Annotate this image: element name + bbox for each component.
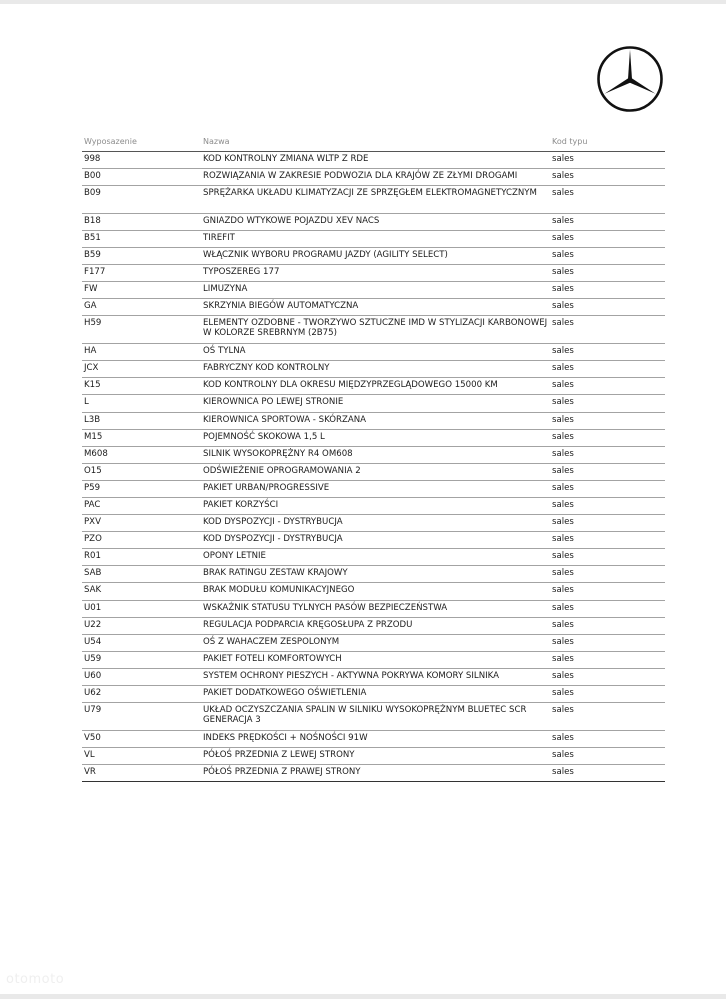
row-name: BRAK RATINGU ZESTAW KRAJOWY [203, 568, 348, 579]
row-type: sales [552, 636, 574, 647]
row-name: KOD DYSPOZYCJI - DYSTRYBUCJA [203, 517, 343, 528]
table-row [82, 532, 665, 549]
table-row [82, 152, 665, 169]
row-type: sales [552, 171, 574, 182]
table-row [82, 361, 665, 378]
row-type: sales [552, 465, 574, 476]
row-name: TIREFIT [203, 232, 235, 243]
row-code: HA [84, 346, 97, 357]
watermark: otomoto [6, 972, 65, 987]
row-code: R01 [84, 551, 101, 562]
row-type: sales [552, 250, 574, 261]
row-name: KIEROWNICA PO LEWEJ STRONIE [203, 397, 344, 408]
row-type: sales [552, 568, 574, 579]
table-row [82, 186, 665, 214]
row-code: PXV [84, 517, 101, 528]
table-row [82, 169, 665, 186]
row-type: sales [552, 732, 574, 743]
row-name: PAKIET URBAN/PROGRESSIVE [203, 482, 330, 493]
row-name: INDEKS PRĘDKOŚCI + NOŚNOŚCI 91W [203, 732, 368, 743]
row-type: sales [552, 602, 574, 613]
row-code: K15 [84, 380, 101, 391]
table-row [82, 549, 665, 566]
header-name: Nazwa [203, 137, 230, 146]
row-type: sales [552, 232, 574, 243]
row-code: B18 [84, 215, 101, 226]
row-name: SILNIK WYSOKOPRĘŻNY R4 OM608 [203, 448, 353, 459]
row-name: PAKIET FOTELI KOMFORTOWYCH [203, 653, 342, 664]
table-row [82, 748, 665, 765]
row-name: ODŚWIEŻENIE OPROGRAMOWANIA 2 [203, 465, 361, 476]
row-type: sales [552, 397, 574, 408]
row-type: sales [552, 705, 574, 716]
table-row [82, 316, 665, 344]
table-row [82, 583, 665, 600]
row-code: VL [84, 749, 95, 760]
row-type: sales [552, 301, 574, 312]
row-type: sales [552, 749, 574, 760]
row-code: U62 [84, 688, 102, 698]
table-row [82, 618, 665, 635]
row-type: sales [552, 499, 574, 510]
row-type: sales [552, 154, 574, 164]
row-type: sales [552, 551, 574, 562]
row-code: M608 [84, 448, 108, 459]
row-name: FABRYCZNY KOD KONTROLNY [203, 363, 330, 374]
row-type: sales [552, 482, 574, 493]
row-code: B09 [84, 188, 101, 199]
row-code: O15 [84, 465, 102, 476]
row-type: sales [552, 688, 574, 698]
row-code: PZO [84, 534, 102, 545]
row-name: OŚ Z WAHACZEM ZESPOLONYM [203, 636, 340, 647]
table-row [82, 652, 665, 669]
row-name: WSKAŹNIK STATUSU TYLNYCH PASÓW BEZPIECZEŃSTWA [203, 602, 448, 613]
row-name: LIMUZYNA [203, 284, 248, 295]
table-row [82, 248, 665, 265]
row-code: F177 [84, 267, 106, 278]
row-code: 998 [84, 154, 101, 164]
table-row [82, 498, 665, 515]
row-code: V50 [84, 732, 101, 743]
row-type: sales [552, 215, 574, 226]
row-code: L [84, 397, 89, 408]
table-row [82, 447, 665, 464]
row-name: PÓŁOŚ PRZEDNIA Z PRAWEJ STRONY [203, 766, 361, 777]
row-code: B51 [84, 232, 101, 243]
table-row [82, 464, 665, 481]
row-name: SKRZYNIA BIEGÓW AUTOMATYCZNA [203, 301, 359, 312]
row-name: POJEMNOŚĆ SKOKOWA 1,5 L [203, 431, 325, 442]
row-type: sales [552, 318, 574, 329]
table-row [82, 765, 665, 782]
table-row [82, 299, 665, 316]
row-type: sales [552, 284, 574, 295]
row-type: sales [552, 670, 574, 681]
header-type: Kod typu [552, 137, 588, 146]
row-code: B00 [84, 171, 101, 182]
row-code: H59 [84, 318, 102, 329]
row-name: OPONY LETNIE [203, 551, 266, 562]
row-name: SPRĘŻARKA UKŁADU KLIMATYZACJI ZE SPRZĘGŁEM ELEKTROMAGNETYCZNYM [203, 188, 537, 199]
row-name: PÓŁOŚ PRZEDNIA Z LEWEJ STRONY [203, 749, 355, 760]
row-name: ELEMENTY OZDOBNE - TWORZYWO SZTUCZNE IMD W STYLIZACJI KARBONOWEJ W KOLORZE SREBRNYM (2B75) [203, 318, 548, 339]
row-code: GA [84, 301, 97, 312]
table-row [82, 566, 665, 583]
row-type: sales [552, 534, 574, 545]
row-code: FW [84, 284, 98, 295]
table-row [82, 703, 665, 731]
table-row [82, 395, 665, 412]
row-name: UKŁAD OCZYSZCZANIA SPALIN W SILNIKU WYSOKOPRĘŻNYM BLUETEC SCR GENERACJA 3 [203, 705, 527, 725]
table-row [82, 282, 665, 299]
row-name: SYSTEM OCHRONY PIESZYCH - AKTYWNA POKRYWA KOMORY SILNIKA [203, 670, 500, 681]
mercedes-star-logo [596, 45, 664, 113]
row-type: sales [552, 653, 574, 664]
row-code: U22 [84, 619, 102, 630]
row-type: sales [552, 363, 574, 374]
row-type: sales [552, 448, 574, 459]
table-row [82, 686, 665, 703]
table-row [82, 214, 665, 231]
row-name: ROZWIĄZANIA W ZAKRESIE PODWOZIA DLA KRAJÓW ZE ZŁYMI DROGAMI [203, 171, 518, 182]
row-type: sales [552, 346, 574, 357]
table-row [82, 635, 665, 652]
row-code: U54 [84, 636, 102, 647]
row-code: B59 [84, 250, 101, 261]
bottom-divider [0, 994, 726, 999]
row-type: sales [552, 380, 574, 391]
header-code: Wyposazenie [84, 137, 137, 146]
row-name: REGULACJA PODPARCIA KRĘGOSŁUPA Z PRZODU [203, 619, 413, 630]
row-type: sales [552, 517, 574, 528]
table-row [82, 430, 665, 447]
row-name: KOD KONTROLNY ZMIANA WLTP Z RDE [203, 154, 369, 164]
table-row [82, 378, 665, 395]
table-row [82, 413, 665, 430]
row-name: GNIAZDO WTYKOWE POJAZDU XEV NACS [203, 215, 380, 226]
row-name: OŚ TYLNA [203, 346, 246, 357]
row-code: U01 [84, 602, 102, 613]
table-header [82, 133, 665, 152]
row-name: TYPOSZEREG 177 [203, 267, 280, 278]
row-name: WŁĄCZNIK WYBORU PROGRAMU JAZDY (AGILITY SELECT) [203, 250, 448, 261]
table-row [82, 731, 665, 748]
row-name: KOD KONTROLNY DLA OKRESU MIĘDZYPRZEGLĄDOWEGO 15000 KM [203, 380, 498, 391]
row-type: sales [552, 766, 574, 777]
row-code: SAB [84, 568, 102, 579]
row-name: PAKIET DODATKOWEGO OŚWIETLENIA [203, 688, 367, 698]
row-type: sales [552, 414, 574, 425]
table-row [82, 601, 665, 618]
row-type: sales [552, 585, 574, 596]
table-body [82, 152, 665, 782]
equipment-table [82, 133, 665, 782]
row-code: U79 [84, 705, 102, 716]
row-type: sales [552, 188, 574, 199]
table-row [82, 669, 665, 686]
row-type: sales [552, 431, 574, 442]
row-code: U60 [84, 670, 102, 681]
row-type: sales [552, 619, 574, 630]
row-name: PAKIET KORZYŚCI [203, 499, 279, 510]
row-name: KOD DYSPOZYCJI - DYSTRYBUCJA [203, 534, 343, 545]
row-code: L3B [84, 414, 101, 425]
table-row [82, 481, 665, 498]
table-row [82, 265, 665, 282]
row-code: JCX [84, 363, 99, 374]
row-code: VR [84, 766, 96, 777]
row-code: PAC [84, 499, 101, 510]
row-code: M15 [84, 431, 103, 442]
row-name: KIEROWNICA SPORTOWA - SKÓRZANA [203, 414, 367, 425]
top-divider [0, 0, 726, 4]
row-code: U59 [84, 653, 102, 664]
row-name: BRAK MODUŁU KOMUNIKACYJNEGO [203, 585, 355, 596]
row-type: sales [552, 267, 574, 278]
row-code: P59 [84, 482, 101, 493]
table-row [82, 515, 665, 532]
table-row [82, 231, 665, 248]
row-code: SAK [84, 585, 102, 596]
table-row [82, 344, 665, 361]
